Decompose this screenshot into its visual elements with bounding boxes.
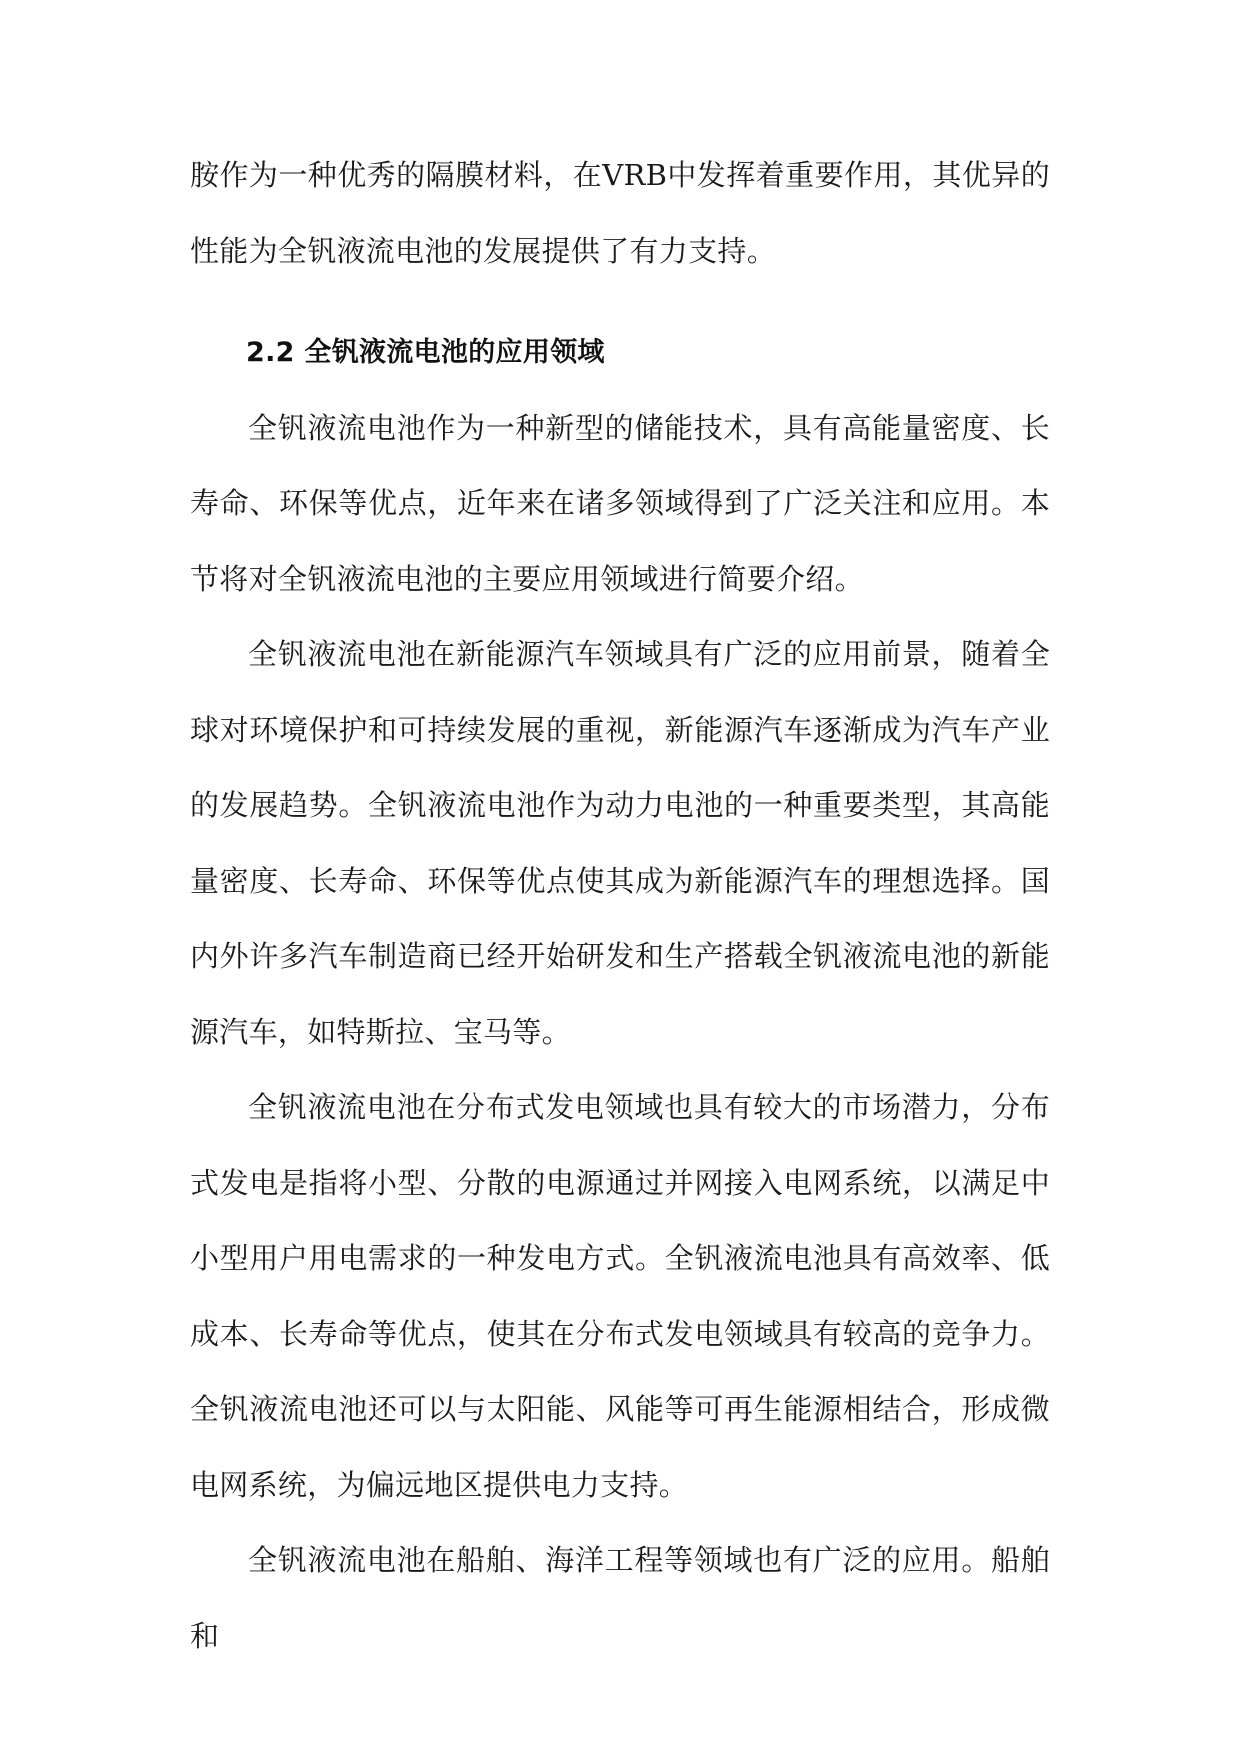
paragraph-continuation: 胺作为一种优秀的隔膜材料，在VRB中发挥着重要作用，其优异的性能为全钒液流电池的发展提供了有力支持。 (190, 158, 1050, 268)
paragraph-marine: 全钒液流电池在船舶、海洋工程等领域也有广泛的应用。船舶和 (190, 1543, 1050, 1653)
paragraph-distributed-generation: 全钒液流电池在分布式发电领域也具有较大的市场潜力，分布式发电是指将小型、分散的电源通过并网接入电网系统，以满足中小型用户用电需求的一种发电方式。全钒液流电池具有高效率、低成本、长寿命等优点，使其在分布式发电领域具有较高的竞争力。全钒液流电池还可以与太阳能、风能等可再生能源相结合，形成微电网系统，为偏远地区提供电力支持。 (190, 1090, 1050, 1502)
section-heading: 2.2 全钒液流电池的应用领域 (246, 337, 605, 368)
paragraph-overview: 全钒液流电池作为一种新型的储能技术，具有高能量密度、长寿命、环保等优点，近年来在诸多领域得到了广泛关注和应用。本节将对全钒液流电池的主要应用领域进行简要介绍。 (190, 410, 1050, 596)
paragraph-new-energy-vehicles: 全钒液流电池在新能源汽车领域具有广泛的应用前景，随着全球对环境保护和可持续发展的重视，新能源汽车逐渐成为汽车产业的发展趋势。全钒液流电池作为动力电池的一种重要类型，其高能量密度、长寿命、环保等优点使其成为新能源汽车的理想选择。国内外许多汽车制造商已经开始研发和生产搭载全钒液流电池的新能源汽车，如特斯拉、宝马等。 (190, 637, 1050, 1049)
document-body (190, 138, 1050, 1674)
